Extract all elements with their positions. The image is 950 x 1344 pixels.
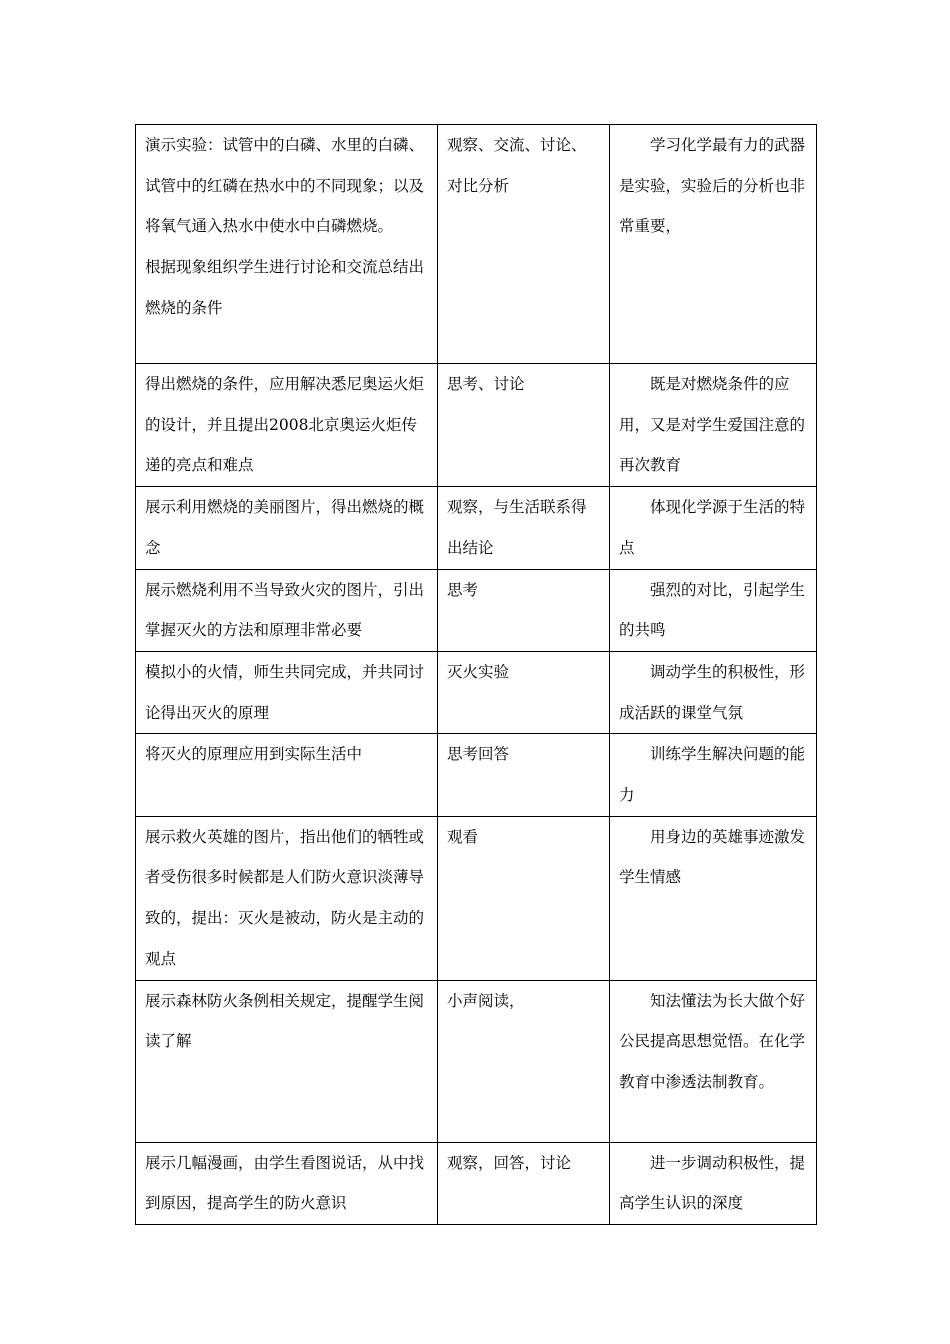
student-activity-cell: 观察，与生活联系得出结论	[438, 487, 610, 569]
teacher-activity-cell	[136, 651, 438, 733]
teacher-activity-cell	[136, 364, 438, 487]
teacher-activity-text: 展示救火英雄的图片，指出他们的牺牲或者受伤很多时候都是人们防火意识淡薄导致的，提出：灭火是被动，防火是主动的观点	[145, 827, 425, 968]
teacher-activity-cell	[136, 816, 438, 980]
design-intent-cell: 体现化学源于生活的特点	[610, 487, 817, 569]
teacher-activity-text: 展示几幅漫画，由学生看图说话，从中找到原因，提高学生的防火意识	[145, 1153, 425, 1213]
student-activity-cell: 小声阅读，	[438, 980, 610, 1142]
teacher-activity-text: 演示实验：试管中的白磷、水里的白磷、试管中的红磷在热水中的不同现象；以及将氧气通入热水中使水中白磷燃烧。	[145, 136, 425, 236]
design-intent-cell: 既是对燃烧条件的应用，又是对学生爱国注意的再次教育	[610, 364, 817, 487]
teacher-activity-cell	[136, 487, 438, 569]
teacher-activity-text: 展示利用燃烧的美丽图片，得出燃烧的概念	[145, 498, 425, 557]
student-activity-cell: 观察，回答，讨论	[438, 1142, 610, 1224]
teacher-activity-cell	[136, 1142, 438, 1224]
teacher-activity-text: 将灭火的原理应用到实际生活中	[145, 745, 363, 764]
design-intent-cell: 用身边的英雄事迹激发学生情感	[610, 816, 817, 980]
lesson-plan-table	[135, 124, 817, 1225]
teacher-activity-text: 展示森林防火条例相关规定，提醒学生阅读了解	[145, 991, 425, 1051]
student-activity-cell: 思考	[438, 569, 610, 651]
table-row	[136, 487, 817, 569]
design-intent-cell: 进一步调动积极性，提高学生认识的深度	[610, 1142, 817, 1224]
table-row	[136, 1142, 817, 1224]
student-activity-cell: 观看	[438, 816, 610, 980]
teacher-activity-text: 得出燃烧的条件，应用解决悉尼奥运火炬的设计，并且提出2008北京奥运火炬传递的亮点和难点	[145, 375, 425, 475]
table-row	[136, 651, 817, 733]
teacher-activity-cell	[136, 980, 438, 1142]
student-activity-cell: 思考、讨论	[438, 364, 610, 487]
table-row	[136, 980, 817, 1142]
teacher-activity-cell	[136, 734, 438, 816]
design-intent-cell: 学习化学最有力的武器是实验，实验后的分析也非常重要，	[610, 125, 817, 364]
table-row	[136, 569, 817, 651]
teacher-activity-cell	[136, 569, 438, 651]
student-activity-cell: 灭火实验	[438, 651, 610, 733]
design-intent-cell: 训练学生解决问题的能力	[610, 734, 817, 816]
design-intent-cell: 知法懂法为长大做个好公民提高思想觉悟。在化学教育中渗透法制教育。	[610, 980, 817, 1142]
table-row	[136, 125, 817, 364]
teacher-activity-text: 根据现象组织学生进行讨论和交流总结出燃烧的条件	[145, 258, 425, 317]
table-row	[136, 364, 817, 487]
student-activity-cell: 观察、交流、讨论、对比分析	[438, 125, 610, 364]
design-intent-cell: 强烈的对比，引起学生的共鸣	[610, 569, 817, 651]
table-row	[136, 734, 817, 816]
design-intent-cell: 调动学生的积极性，形成活跃的课堂气氛	[610, 651, 817, 733]
teacher-activity-text: 模拟小的火情，师生共同完成，并共同讨论得出灭火的原理	[145, 662, 425, 722]
student-activity-cell: 思考回答	[438, 734, 610, 816]
table-row	[136, 816, 817, 980]
teacher-activity-cell	[136, 125, 438, 364]
teacher-activity-text: 展示燃烧利用不当导致火灾的图片，引出掌握灭火的方法和原理非常必要	[145, 580, 425, 640]
